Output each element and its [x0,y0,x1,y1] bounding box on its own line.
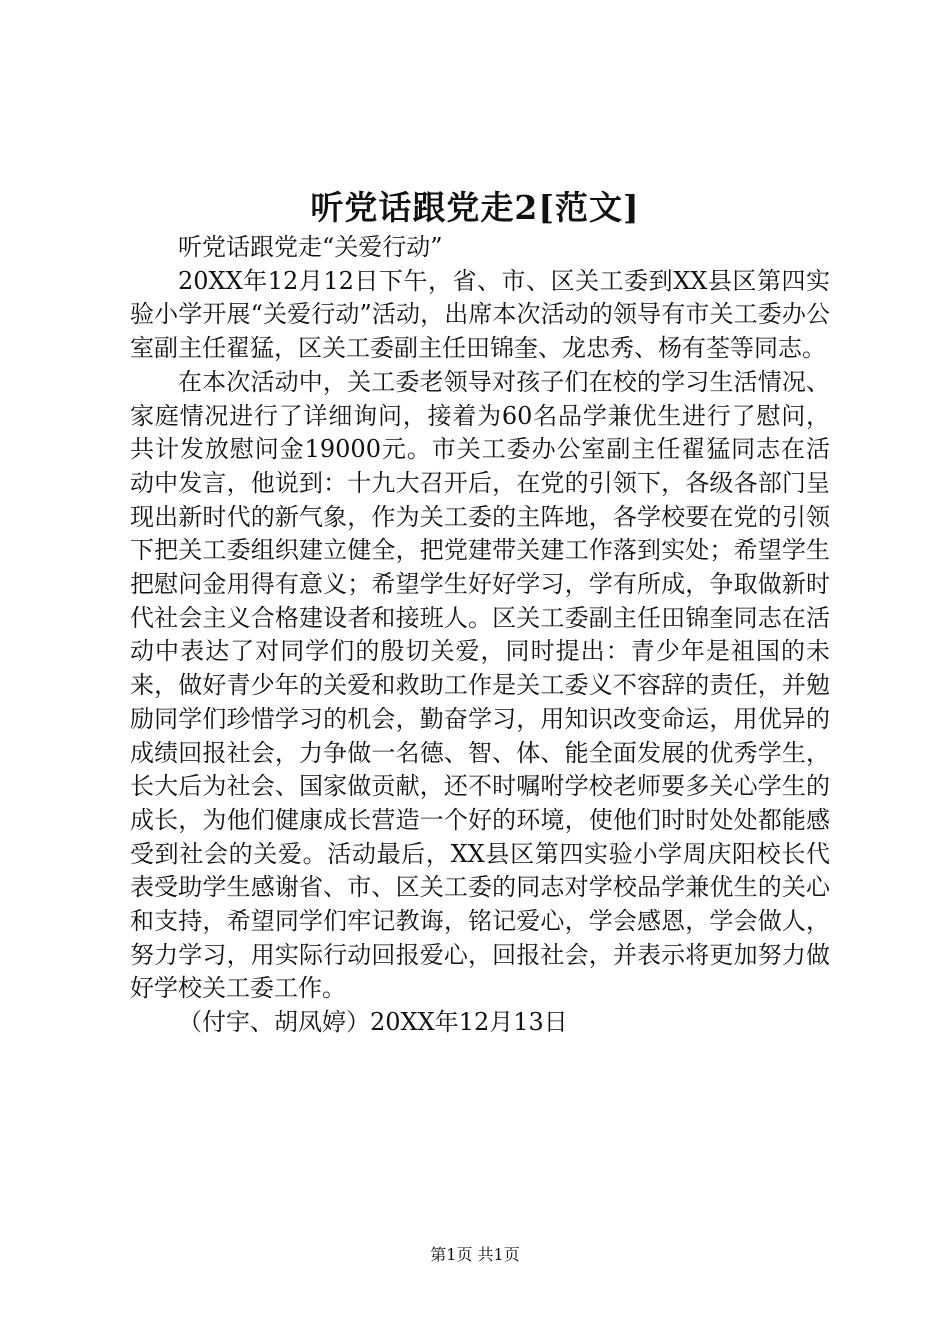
document-title: 听党话跟党走2[范文] [310,188,640,227]
document-body [130,231,830,1040]
document-subtitle: 听党话跟党走“关爱行动” [178,233,443,261]
paragraph-main: 在本次活动中，关工委老领导对孩子们在校的学习生活情况、家庭情况进行了详细询问，接着为60名品学兼优生进行了慰问，共计发放慰问金19000元。市关工委办公室副主任翟猛同志在活动中发言，他说到：十九大召开后，在党的引领下，各级各部门呈现出新时代的新气象，作为关工委的主阵地，各学校要在党的引领下把关工委组织建立健全，把党建带关建工作落到实处；希望学生把慰问金用得有意义；希望学生好好学习，学有所成，争取做新时代社会主义合格建设者和接班人。区关工委副主任田锦奎同志在活动中表达了对同学们的殷切关爱，同时提出：青少年是祖国的未来，做好青少年的关爱和救助工作是关工委义不容辞的责任，并勉励同学们珍惜学习的机会，勤奋学习，用知识改变命运，用优异的成绩回报社会，力争做一名德、智、体、能全面发展的优秀学生，长大后为社会、国家做贡献，还不时嘱咐学校老师要多关心学生的成长，为他们健康成长营造一个好的环境，使他们时时处处都能感受到社会的关爱。活动最后，XX县区第四实验小学周庆阳校长代表受助学生感谢省、市、区关工委的同志对学校品学兼优生的关心和支持，希望同学们牢记教诲，铭记爱心，学会感恩，学会做人，努力学习，用实际行动回报爱心，回报社会，并表示将更加努力做好学校关工委工作。 [130,367,830,1003]
paragraph-signature: （付宇、胡凤婷）20XX年12月13日 [178,1008,568,1037]
paragraph-intro: 20XX年12月12日下午，省、市、区关工委到XX县区第四实验小学开展“关爱行动”活动，出席本次活动的领导有市关工委办公室副主任翟猛，区关工委副主任田锦奎、龙忠秀、杨有荃等同志。 [130,266,830,363]
page-footer: 第1页 共1页 [430,1245,520,1264]
